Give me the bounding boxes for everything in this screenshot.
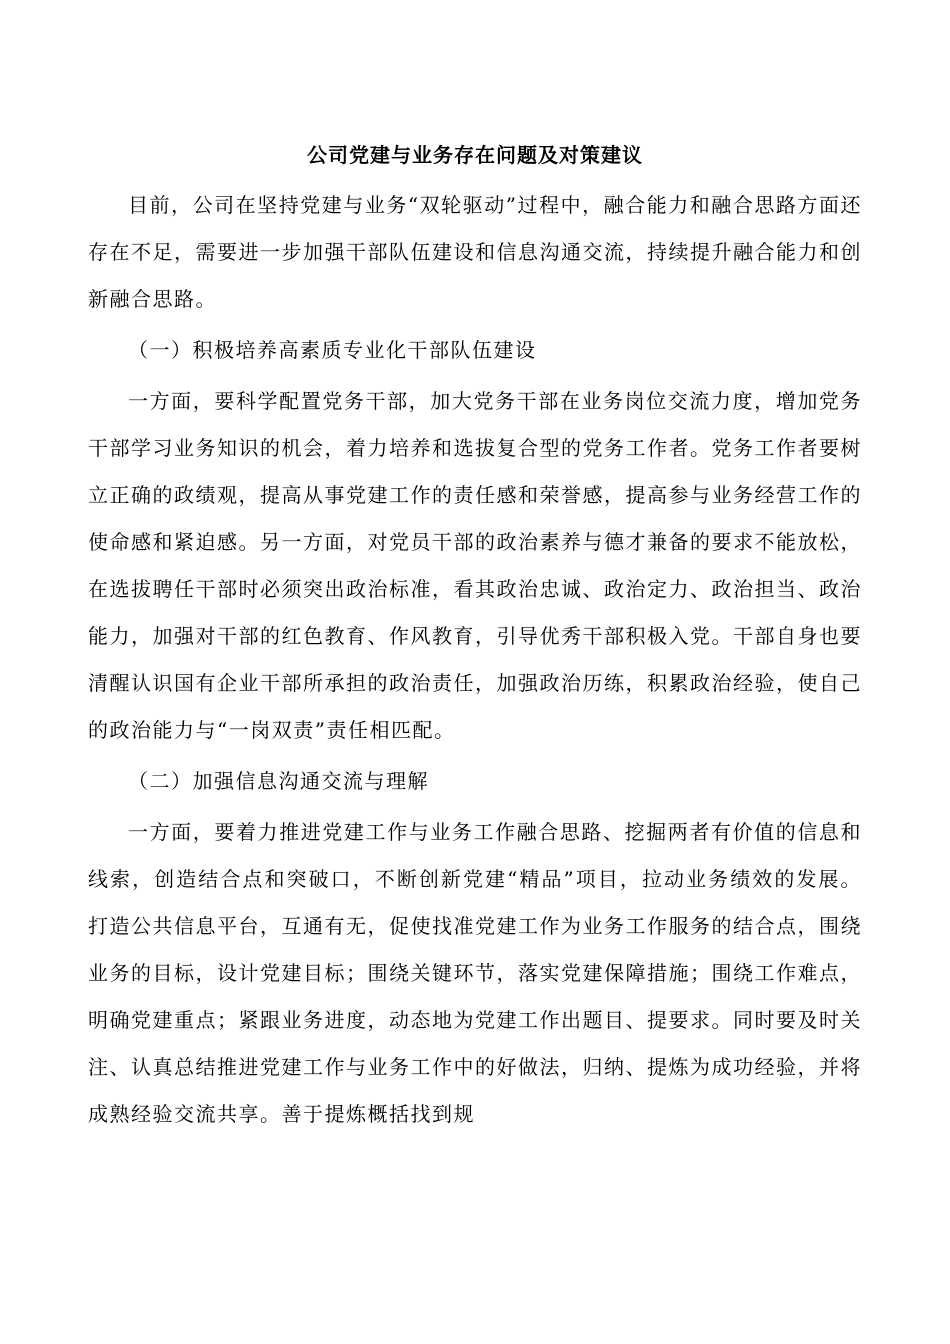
section-heading: （二）加强信息沟通交流与理解 [128,769,429,793]
section-body: 一方面，要科学配置党务干部，加大党务干部在业务岗位交流力度，增加党务干部学习业务知识的机会，着力培养和选拔复合型的党务工作者。党务工作者要树立正确的政绩观，提高从事党建工作的责任感和荣誉感，提高参与业务经营工作的使命感和紧迫感。另一方面，对党员干部的政治素养与德才兼备的要求不能放松，在选拔聘任干部时必须突出政治标准，看其政治忠诚、政治定力、政治担当、政治能力，加强对干部的红色教育、作风教育，引导优秀干部积极入党。干部自身也要清醒认识国有企业干部所承担的政治责任，加强政治历练，积累政治经验，使自己的政治能力与“一岗双责”责任相匹配。 [88,389,862,742]
document-title: 公司党建与业务存在问题及对策建议 [307,143,643,167]
section-body: 一方面，要着力推进党建工作与业务工作融合思路、挖掘两者有价值的信息和线索，创造结合点和突破口，不断创新党建“精品”项目，拉动业务绩效的发展。打造公共信息平台，互通有无，促使找准党建工作为业务工作服务的结合点，围绕业务的目标，设计党建目标；围绕关键环节，落实党建保障措施；围绕工作难点，明确党建重点；紧跟业务进度，动态地为党建工作出题目、提要求。同时要及时关注、认真总结推进党建工作与业务工作中的好做法，归纳、提炼为成功经验，并将成熟经验交流共享。善于提炼概括找到规 [88,820,862,1126]
section-2 [88,758,862,1138]
intro-paragraph: 目前，公司在坚持党建与业务“双轮驱动”过程中，融合能力和融合思路方面还存在不足，需要进一步加强干部队伍建设和信息沟通交流，持续提升融合能力和创新融合思路。 [88,193,862,311]
document-page [88,140,862,1138]
section-1 [88,327,862,754]
section-heading: （一）积极培养高素质专业化干部队伍建设 [128,338,537,362]
